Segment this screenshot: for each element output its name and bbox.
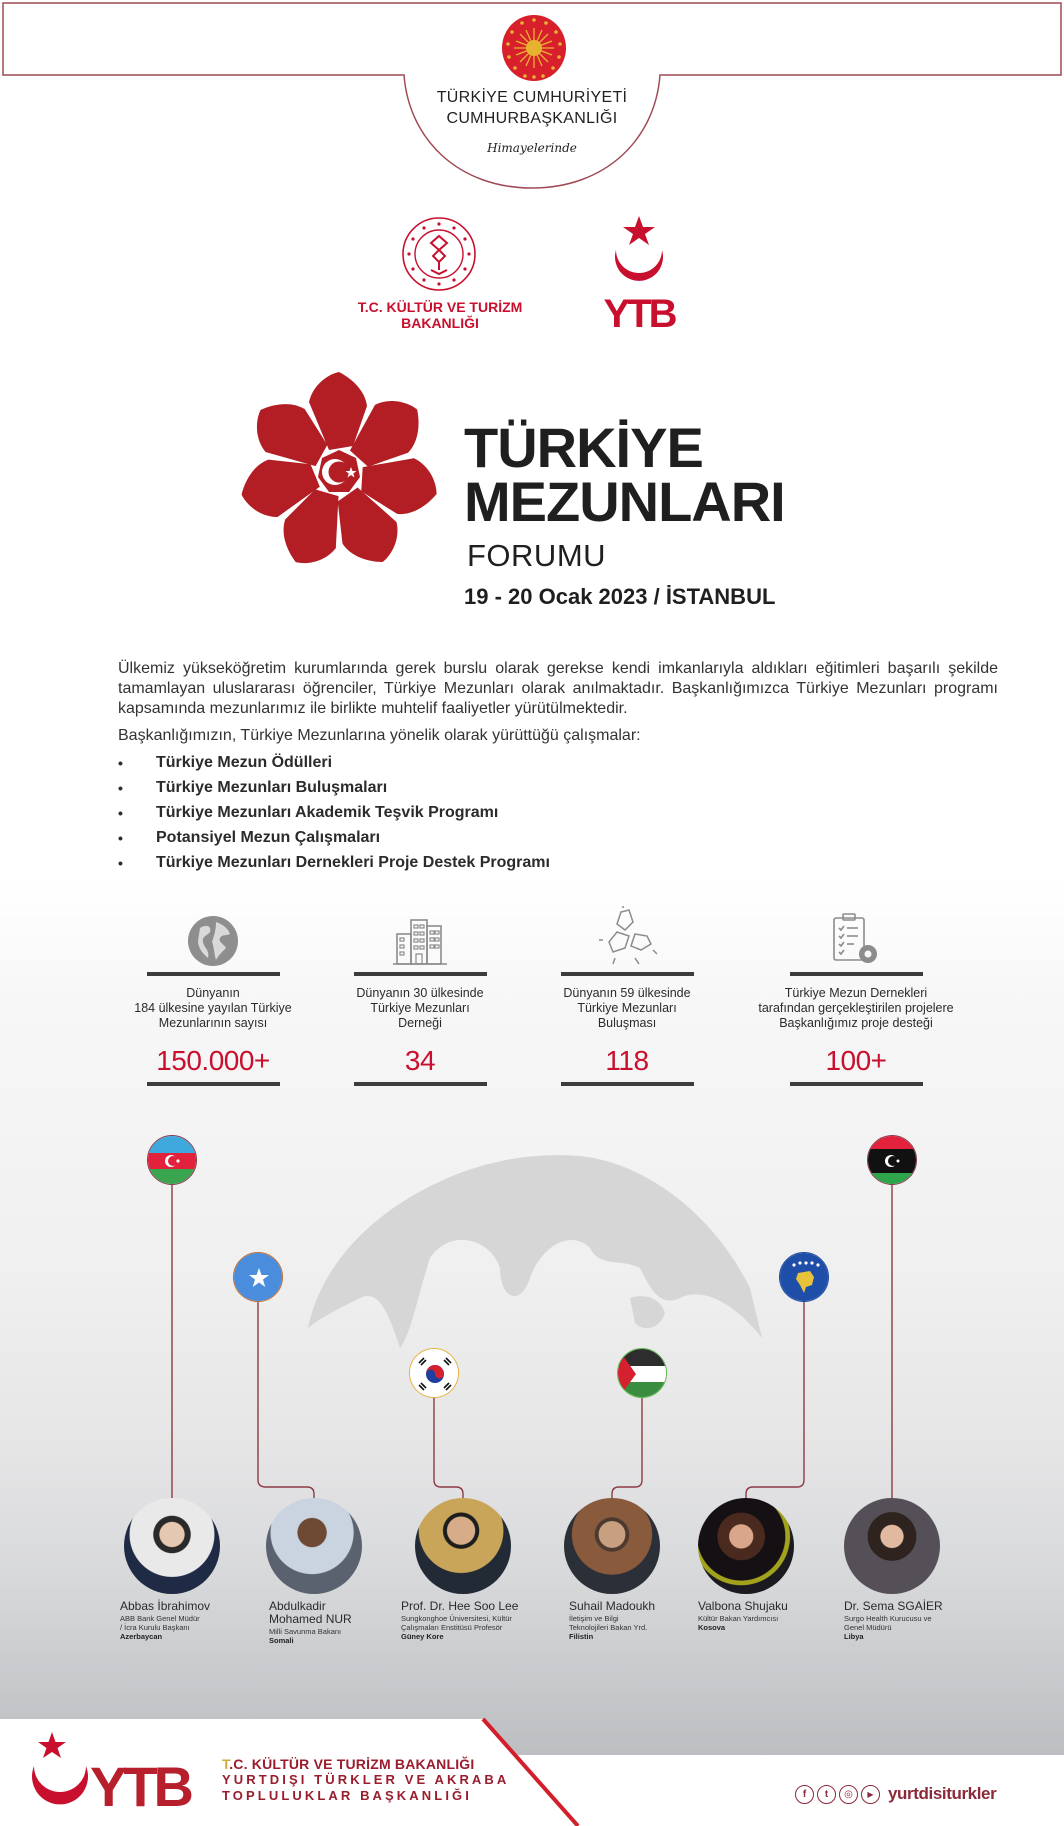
speaker-card [698,1600,848,1633]
somalia-flag-icon [233,1252,283,1302]
svg-text:YTB: YTB [90,1755,190,1816]
stat-value: 150.000+ [156,1045,270,1076]
stat-label: Dünyanın 184 ülkesine yayılan Türkiye Mezunlarının sayısı [134,986,292,1030]
list-item: • Potansiyel Mezun Çalışmaları [118,828,381,846]
forum-title-line2: MEZUNLARI [464,470,785,533]
stat-value: 100+ [825,1045,887,1076]
stat-value: 34 [404,1045,436,1076]
avatar [124,1498,220,1594]
header-title-line1: TÜRKİYE CUMHURİYETİ [436,89,628,106]
speaker-name: Suhail Madoukh [569,1599,656,1613]
list-item: • Türkiye Mezun Ödülleri [118,753,333,771]
speaker-role: İletişim ve Bilgi Teknolojileri Bakan Yrd. [569,1614,648,1632]
list-item: • Türkiye Mezunları Dernekleri Proje Destek Programı [118,853,550,871]
south-korea-flag-icon [409,1348,459,1398]
stat-value: 118 [605,1045,649,1076]
speaker-country: Filistin [569,1632,594,1641]
list-item: • Türkiye Mezunları Akademik Teşvik Programı [118,803,499,821]
social-links [795,1784,996,1804]
speaker-role: Sungkonghoe Üniversitesi, Kültür Çalışmaları Enstitüsü Profesör [401,1614,512,1632]
avatar [844,1498,940,1594]
speaker-card [844,1600,994,1642]
speaker-country: Güney Kore [401,1632,444,1641]
speaker-name: Prof. Dr. Hee Soo Lee [401,1599,519,1613]
speaker-country: Kosova [698,1623,726,1632]
azerbaijan-flag-icon [147,1135,197,1185]
avatar [415,1498,511,1594]
instagram-icon[interactable]: ◎ [839,1785,858,1804]
speaker-role: Kültür Bakan Yardımcısı [698,1614,779,1623]
facebook-icon[interactable]: f [795,1785,814,1804]
speaker-card [569,1600,719,1642]
social-handle[interactable]: yurtdisiturkler [888,1784,997,1803]
youtube-icon[interactable]: ▶ [861,1785,880,1804]
forum-date-place: 19 - 20 Ocak 2023 / İSTANBUL [464,584,776,609]
avatar [564,1498,660,1594]
intro-lead: Başkanlığımızın, Türkiye Mezunlarına yönelik olarak yürüttüğü çalışmalar: [118,727,641,744]
speaker-country: Somali [269,1636,294,1645]
speaker-role: Milli Savunma Bakanı [269,1627,342,1636]
speaker-country: Azerbaycan [120,1632,163,1641]
forum-title-line3: FORUMU [467,538,607,573]
culture-ministry-name: T.C. KÜLTÜR VE TURİZM BAKANLIĞI [357,299,523,331]
speaker-name: Abbas İbrahimov [120,1599,211,1613]
speaker-name: Abdulkadir Mohamed NUR [269,1599,352,1626]
kosovo-flag-icon [779,1252,829,1302]
forum-title-line1: TÜRKİYE [464,416,703,479]
speaker-card [120,1600,270,1642]
list-item: • Türkiye Mezunları Buluşmaları [118,778,388,796]
stat-label: Dünyanın 59 ülkesinde Türkiye Mezunları Buluşması [563,986,691,1030]
speaker-role: Surgo Health Kurucusu ve Genel Müdürü [844,1614,932,1632]
speaker-country: Libya [844,1632,864,1641]
intro-paragraph: Ülkemiz yükseköğretim kurumlarında gerek burslu olarak gerekse kendi imkanlarıyla aldıkları eğitimleri başarılı şekilde tamamlayan uluslararası öğrenciler, Türkiye Mezunları olarak anılmaktadır. Başkanlığımızca Türkiye Mezunları programı kapsamında mezunlarımız ile birlikte muhtelif faaliyetler yürütülmektedir. [118,660,998,717]
svg-text:YTB: YTB [603,292,675,332]
header-patronage-text: Himayelerinde [487,141,577,155]
footer-institution-name: T.C. KÜLTÜR VE TURİZM BAKANLIĞI YURTDIŞI TÜRKLER VE AKRABA TOPLULUKLAR BAŞKANLIĞI [222,1756,510,1803]
footer-ytb-logo [28,1732,208,1816]
speaker-name: Valbona Shujaku [698,1599,788,1613]
header-title-line2: CUMHURBAŞKANLIĞI [446,110,618,127]
palestine-flag-icon [617,1348,667,1398]
stat-label: Dünyanın 30 ülkesinde Türkiye Mezunları Derneği [356,986,484,1030]
avatar [266,1498,362,1594]
libya-flag-icon [867,1135,917,1185]
twitter-icon[interactable]: t [817,1785,836,1804]
speaker-card [401,1600,551,1642]
speaker-role: ABB Bank Genel Müdür / İcra Kurulu Başkanı [120,1614,200,1632]
stat-label: Türkiye Mezun Dernekleri tarafından gerçekleştirilen projelere Başkanlığımız proje desteği [758,986,954,1030]
speaker-card [269,1600,419,1646]
speaker-name: Dr. Sema SGAİER [844,1599,943,1613]
avatar [698,1498,794,1594]
